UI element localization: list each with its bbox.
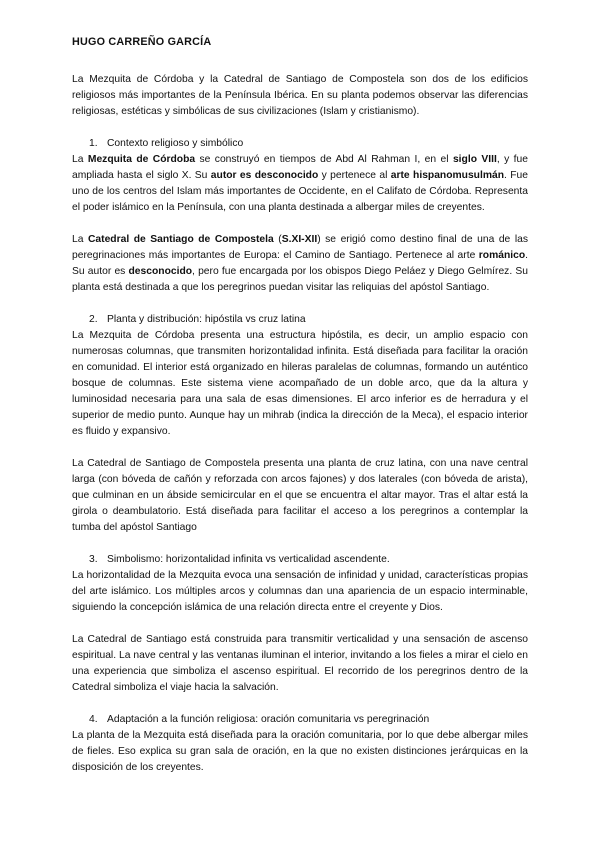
section-2-title: Planta y distribución: hipóstila vs cruz latina bbox=[107, 314, 306, 325]
section-4-heading bbox=[72, 712, 528, 728]
bold-run: Catedral de Santiago de Compostela bbox=[87, 234, 274, 245]
section-3-number: 3. bbox=[89, 554, 98, 565]
section-1-heading bbox=[72, 136, 528, 152]
bold-run: desconocido bbox=[128, 266, 193, 277]
document-page bbox=[72, 34, 528, 776]
bold-run: arte hispanomusulmán bbox=[390, 170, 505, 181]
bold-run: románico bbox=[478, 250, 526, 261]
text-run: se construyó en tiempos de Abd Al Rahman I, en el bbox=[195, 154, 453, 165]
section-4-paragraph-1: La planta de la Mezquita está diseñada para la oración comunitaria, por lo que debe albergar miles de fieles. Eso explica su gran sala de oración, en la que no existen distinciones jerárquicas en la disposición de los creyentes. bbox=[72, 730, 528, 773]
section-4-number: 4. bbox=[89, 714, 98, 725]
section-1-number: 1. bbox=[89, 138, 98, 149]
section-2-heading bbox=[72, 312, 528, 328]
text-run: La bbox=[72, 154, 88, 165]
section-3-heading bbox=[72, 552, 528, 568]
section-1-paragraph-1 bbox=[72, 152, 528, 216]
text-run: . Su autor es bbox=[72, 250, 528, 277]
text-run: ) se erigió como destino final de una de las peregrinaciones más importantes de Europa: el Camino de Santiago. Pertenece al arte bbox=[72, 234, 528, 261]
text-run: . Fue uno de los centros del Islam más importantes de Occidente, en el Califato de Córdoba. Representa el poder islámico en la Península, con una planta destinada a albergar miles de creyentes. bbox=[72, 170, 529, 213]
section-3-paragraph-2: La Catedral de Santiago está construida para transmitir verticalidad y una sensación de ascenso espiritual. La nave central y las ventanas iluminan el interior, invitando a los fieles a mirar el cielo en una experiencia que simboliza el ascenso espiritual. El recorrido de los peregrinos dentro de la Catedral simboliza el viaje hacia la salvación. bbox=[72, 634, 528, 693]
author-name: HUGO CARREÑO GARCÍA bbox=[72, 36, 212, 48]
bold-run: siglo VIII bbox=[452, 154, 497, 165]
section-2-paragraph-1: La Mezquita de Córdoba presenta una estructura hipóstila, es decir, un amplio espacio con numerosas columnas, que transmiten horizontalidad infinita. Está diseñada para facilitar la oración en comunidad. El interior está organizado en hileras paralelas de columnas, formando un auténtico bosque de columnas. Este sistema viene acompañado de un doble arco, que da la altura y luminosidad necesaria para una sala de esas dimensiones. El arco inferior es de herradura y el superior de medio punto. Aunque hay un mihrab (indica la dirección de la Meca), el espacio interior es fluido y expansivo. bbox=[72, 330, 528, 437]
section-2-number: 2. bbox=[89, 314, 98, 325]
section-1-paragraph-2 bbox=[72, 232, 528, 296]
text-run: , y fue ampliada hasta el siglo X. Su bbox=[72, 154, 528, 181]
section-2-paragraph-2: La Catedral de Santiago de Compostela presenta una planta de cruz latina, con una nave central larga (con bóveda de cañón y reforzada con arcos fajones) y dos laterales (con bóveda de arista), que culminan en un ábside semicircular en el que se encuentra el altar mayor. Tras el altar está la girola o deambulatorio. Está diseñada para facilitar el acceso a los peregrinos a contemplar la tumba del apóstol Santiago bbox=[72, 458, 528, 533]
text-run: ( bbox=[273, 234, 282, 245]
section-4-title: Adaptación a la función religiosa: oración comunitaria vs peregrinación bbox=[107, 714, 430, 725]
bold-run: S.XI-XII bbox=[281, 234, 318, 245]
section-1-title: Contexto religioso y simbólico bbox=[107, 138, 244, 149]
bold-run: autor es desconocido bbox=[210, 170, 319, 181]
intro-paragraph: La Mezquita de Córdoba y la Catedral de Santiago de Compostela son dos de los edificios religiosos más importantes de la Península Ibérica. En su planta podemos observar las diferencias religiosas, estéticas y simbólicas de sus civilizaciones (Islam y cristianismo). bbox=[72, 74, 528, 117]
text-run: , pero fue encargada por los obispos Diego Peláez y Diego Gelmírez. Su planta está destinada a que los peregrinos puedan visitar las reliquias del apóstol Santiago. bbox=[72, 266, 528, 293]
text-run: La bbox=[72, 234, 88, 245]
section-3-title: Simbolismo: horizontalidad infinita vs verticalidad ascendente. bbox=[107, 554, 390, 565]
text-run: y pertenece al bbox=[318, 170, 391, 181]
bold-run: Mezquita de Córdoba bbox=[87, 154, 196, 165]
section-3-paragraph-1: La horizontalidad de la Mezquita evoca una sensación de infinidad y unidad, características propias del arte islámico. Los múltiples arcos y columnas dan una apariencia de un espacio interminable, siguiendo la concepción islámica de una relación directa entre el creyente y Dios. bbox=[72, 570, 528, 613]
